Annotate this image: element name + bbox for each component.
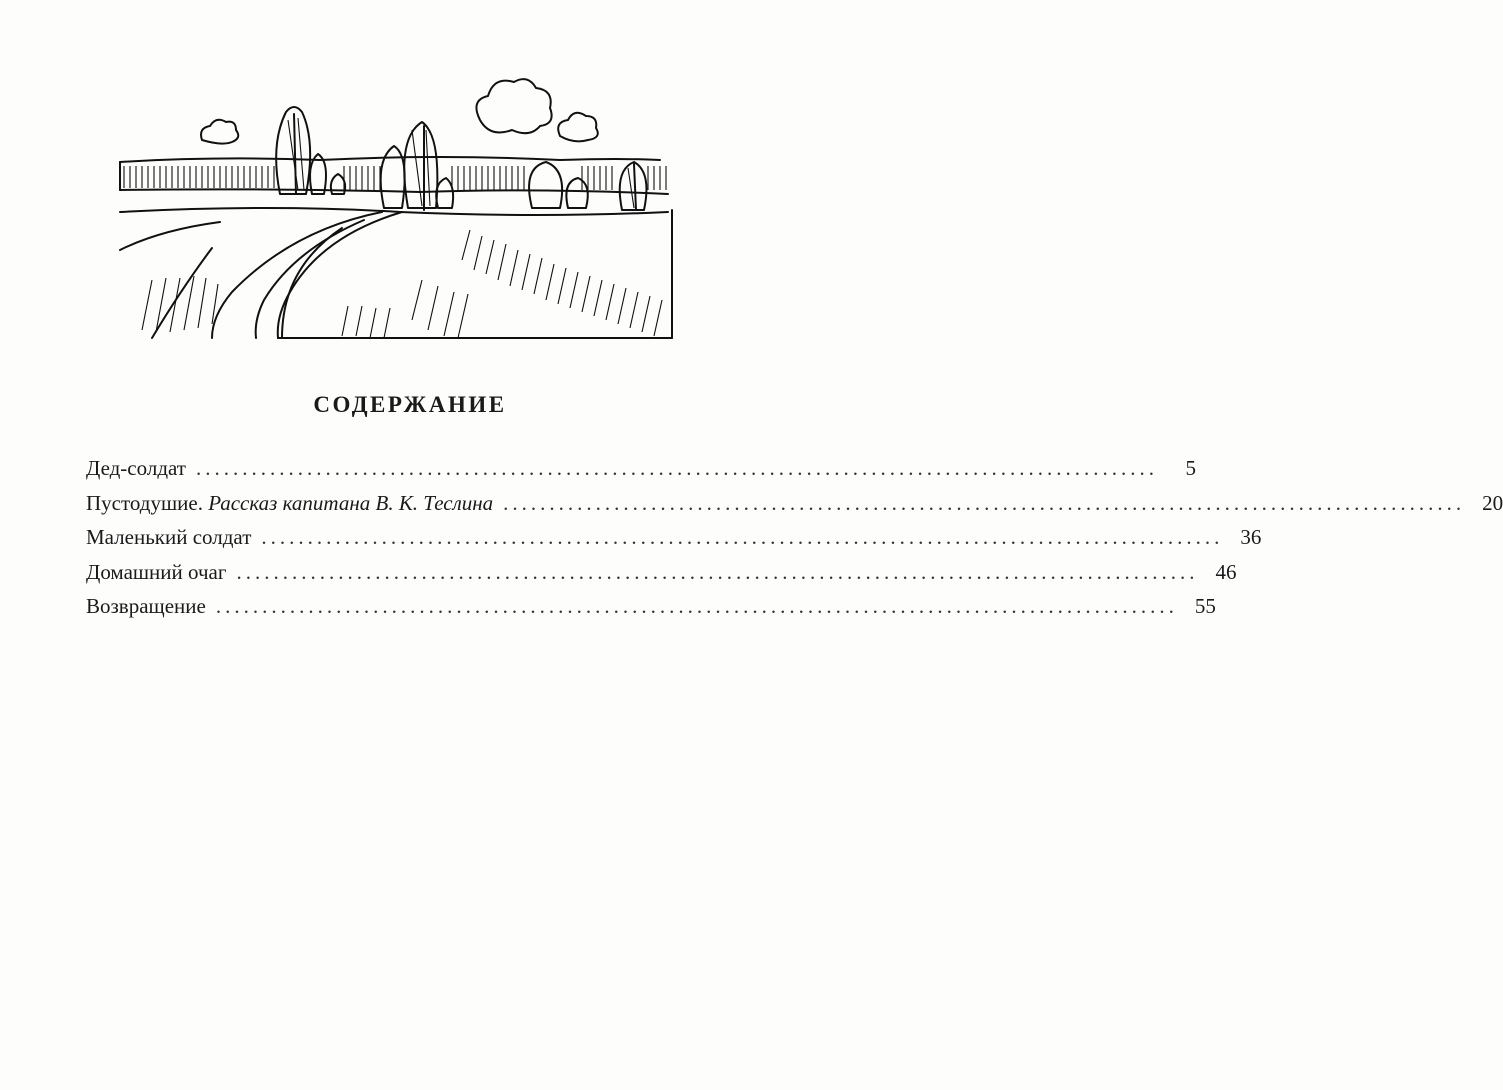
table-of-contents <box>86 456 1503 629</box>
toc-page-number: 46 <box>1215 559 1237 584</box>
toc-page-number: 5 <box>1185 456 1196 480</box>
toc-page-number: 55 <box>1194 594 1216 618</box>
toc-entry-title: Дед-солдат <box>86 456 186 480</box>
toc-leader-dots: ........................................................................................................ <box>261 525 1224 549</box>
toc-page-number: 36 <box>1240 525 1262 549</box>
toc-entry[interactable] <box>86 559 1237 595</box>
toc-entry-title <box>86 491 493 516</box>
toc-entry[interactable] <box>86 490 1503 526</box>
toc-leader-dots: ........................................................................................................ <box>215 594 1178 618</box>
toc-entry-title: Возвращение <box>86 594 206 618</box>
toc-entry-main: Пустодушие. <box>86 490 203 515</box>
toc-leader-dots: ........................................................................................................ <box>195 456 1158 480</box>
toc-leader-dots: ........................................................................................................ <box>503 490 1466 515</box>
toc-entry-title: Маленький солдат <box>86 525 252 549</box>
toc-page-number: 20 <box>1482 490 1503 515</box>
page-title: СОДЕРЖАНИЕ <box>313 392 507 417</box>
toc-leader-dots: ........................................................................................................ <box>236 559 1199 584</box>
toc-entry[interactable] <box>86 456 1196 491</box>
toc-entry[interactable] <box>86 525 1262 560</box>
landscape-illustration <box>112 60 672 340</box>
toc-entry-subtitle: Рассказ капитана В. К. Теслина <box>208 490 494 515</box>
toc-entry-title: Домашний очаг <box>86 559 227 584</box>
toc-entry[interactable] <box>86 594 1216 629</box>
